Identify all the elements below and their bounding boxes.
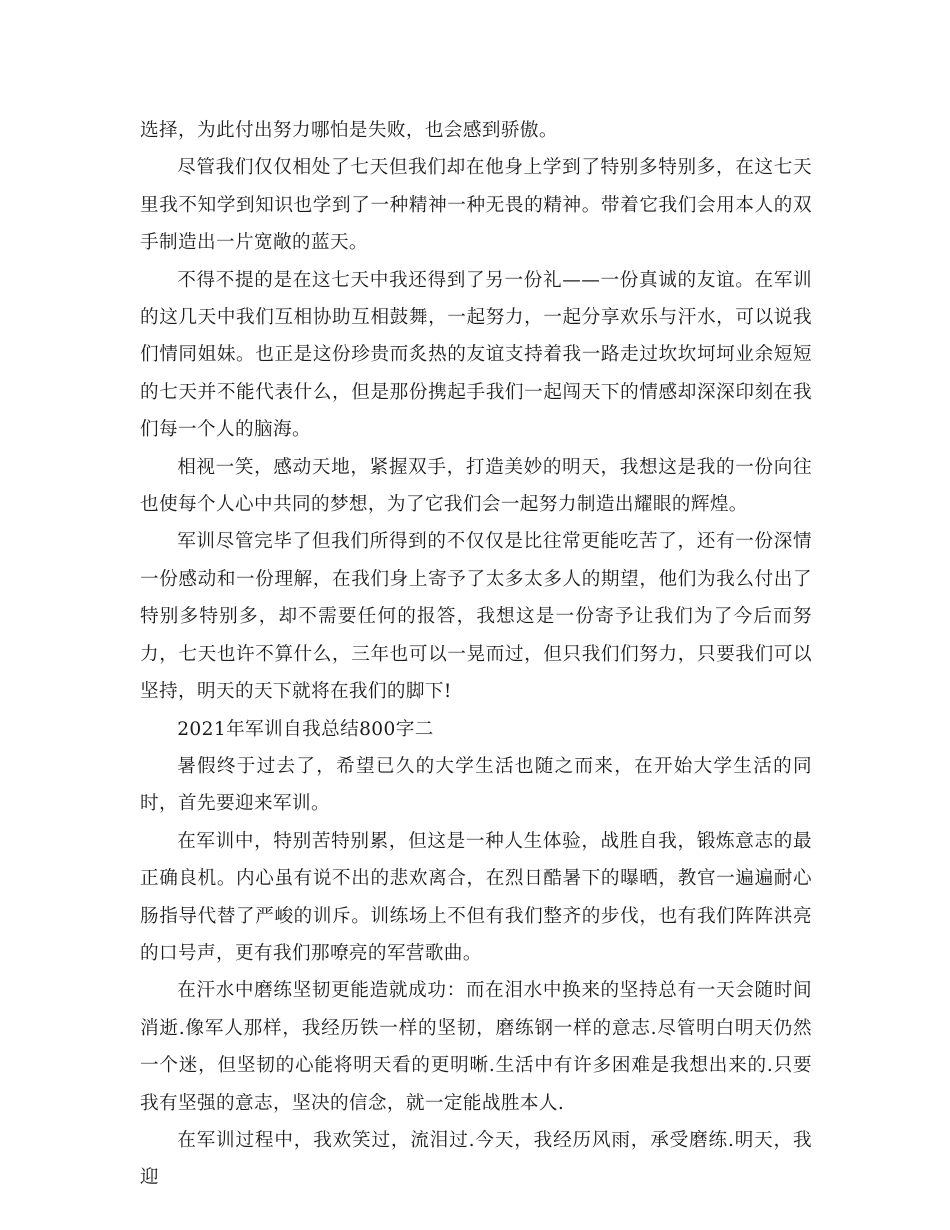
- section-heading: 2021年军训自我总结800字二: [177, 718, 434, 740]
- document-body: [140, 112, 812, 1197]
- paragraph: 相视一笑，感动天地，紧握双手，打造美妙的明天，我想这是我的一份向往也使每个人心中共同的梦想，为了它我们会一起努力制造出耀眼的辉煌。: [140, 456, 812, 516]
- paragraph: 不得不提的是在这七天中我还得到了另一份礼——一份真诚的友谊。在军训的这几天中我们互相协助互相鼓舞，一起努力，一起分享欢乐与汗水，可以说我们情同姐妹。也正是这份珍贵而炙热的友谊支持着我一路走过坎坎坷坷业余短短的七天并不能代表什么，但是那份携起手我们一起闯天下的情感却深深印刻在我们每一个人的脑海。: [140, 269, 812, 441]
- paragraph: 尽管我们仅仅相处了七天但我们却在他身上学到了特别多特别多，在这七天里我不知学到知识也学到了一种精神一种无畏的精神。带着它我们会用本人的双手制造出一片宽敞的蓝天。: [140, 157, 812, 254]
- paragraph: 暑假终于过去了，希望已久的大学生活也随之而来，在开始大学生活的同时，首先要迎来军训。: [140, 755, 812, 815]
- paragraph-continuation: 选择，为此付出努力哪怕是失败，也会感到骄傲。: [140, 120, 558, 141]
- paragraph: 军训尽管完毕了但我们所得到的不仅仅是比往常更能吃苦了，还有一份深情一份感动和一份理解，在我们身上寄予了太多太多人的期望，他们为我么付出了特别多特别多，却不需要任何的报答，我想这是一份寄予让我们为了今后而努力，七天也许不算什么，三年也可以一晃而过，但只我们们努力，只要我们可以坚持，明天的天下就将在我们的脚下!: [140, 531, 812, 703]
- paragraph: 在军训中，特别苦特别累，但这是一种人生体验，战胜自我，锻炼意志的最正确良机。内心虽有说不出的悲欢离合，在烈日酷暑下的曝晒，教官一遍遍耐心肠指导代替了严峻的训斥。训练场上不但有我们整齐的步伐，也有我们阵阵洪亮的口号声，更有我们那嘹亮的军营歌曲。: [140, 830, 812, 964]
- paragraph: 在汗水中磨练坚韧更能造就成功：而在泪水中换来的坚持总有一天会随时间消逝.像军人那样，我经历铁一样的坚韧，磨练钢一样的意志.尽管明白明天仍然一个迷，但坚韧的心能将明天看的更明晰.生活中有许多困难是我想出来的.只要我有坚强的意志，坚决的信念，就一定能战胜本人.: [140, 980, 812, 1114]
- paragraph: 在军训过程中，我欢笑过，流泪过.今天，我经历风雨，承受磨练.明天，我迎: [140, 1129, 812, 1189]
